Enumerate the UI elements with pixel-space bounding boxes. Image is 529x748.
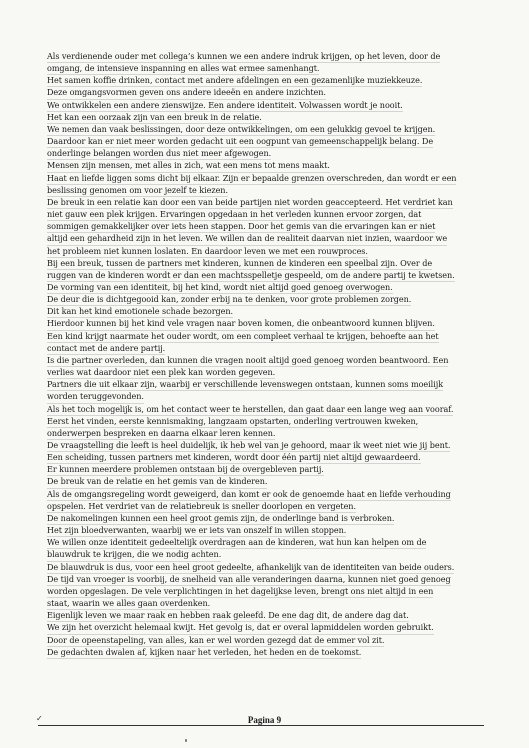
text-line: Eerst het vinden, eerste kennismaking, langzaam opstarten, onderling vertrouwen kweken,	[47, 416, 418, 428]
text-line: staat, waarin we alles gaan overdenken.	[47, 598, 210, 610]
text-line: We nemen dan vaak beslissingen, door deze ontwikkelingen, om een gelukkig gevoel te krijgen.	[47, 124, 435, 136]
text-line: De nakomelingen kunnen een heel groot gemis zijn, de onderlinge band is verbroken.	[47, 513, 394, 525]
text-line: onderwerpen bespreken en daarna elkaar leren kennen.	[47, 428, 275, 440]
text-line: Het zijn bloedverwanten, waarbij we er iets van onszelf in willen stoppen.	[47, 525, 346, 537]
text-line: We willen onze identiteit gedeeltelijk overdragen aan de kinderen, wat hun kan helpen om de	[47, 537, 426, 549]
page-number: Pagina 9	[247, 715, 282, 725]
text-line: opspelen. Het verdriet van de relatiebreuk is sneller doorlopen en vergeten.	[47, 501, 356, 513]
text-line: Het kan een oorzaak zijn van een breuk in de relatie.	[47, 112, 262, 124]
text-line: Als het toch mogelijk is, om het contact weer te herstellen, dan gaat daar een lange weg aan vooraf.	[47, 404, 453, 416]
text-line: sommigen gemakkelijker over iets heen stappen. Door het gemis van die ervaringen kan er niet	[47, 221, 435, 233]
text-line: Deze omgangsvormen geven ons andere ideeën en andere inzichten.	[47, 87, 326, 99]
text-line: ruggen van de kinderen wordt er dan een machtsspelletje gespeeld, om de andere partij te kwetsen.	[47, 270, 455, 282]
text-line: Haat en liefde liggen soms dicht bij elkaar. Zijn er bepaalde grenzen overschreden, dan wordt er een	[47, 173, 456, 185]
text-line: Mensen zijn mensen, met alles in zich, wat een mens tot mens maakt.	[47, 160, 330, 172]
text-line: Er kunnen meerdere problemen ontstaan bij de overgebleven partij.	[47, 464, 324, 476]
text-line: Een kind krijgt naarmate het ouder wordt, om een compleet verhaal te krijgen, behoefte aan het	[47, 331, 439, 343]
scan-speck	[185, 739, 187, 742]
footer-rule	[38, 725, 484, 726]
text-line: Hierdoor kunnen bij het kind vele vragen naar boven komen, die onbeantwoord kunnen blijven.	[47, 318, 435, 330]
text-line: Partners die uit elkaar zijn, waarbij er verschillende levenswegen ontstaan, kunnen soms moeilijk	[47, 379, 443, 391]
text-line: onderlinge belangen worden dus niet meer afgewogen.	[47, 148, 271, 160]
text-line: Dit kan het kind emotionele schade bezorgen.	[47, 306, 233, 318]
text-line: We zijn het overzicht helemaal kwijt. Het gevolg is, dat er overal lapmiddelen worden gebruikt.	[47, 622, 434, 634]
text-line: worden opgeslagen. De vele verplichtingen in het dagelijkse leven, brengt ons niet altijd in een	[47, 586, 433, 598]
text-line: De blauwdruk is dus, voor een heel groot gedeelte, afhankelijk van de identiteiten van beide ouders.	[47, 562, 454, 574]
text-line: Daardoor kan er niet meer worden gedacht uit een oogpunt van gemeenschappelijk belang. De	[47, 136, 433, 148]
text-line: De gedachten dwalen af, kijken naar het verleden, het heden en de toekomst.	[47, 647, 361, 659]
text-line: Eigenlijk leven we maar raak en hebben raak geleefd. De ene dag dit, de andere dag dat.	[47, 610, 409, 622]
text-line: altijd een gehardheid zijn in het leven. We willen dan de realiteit daarvan niet inzien, waardoor we	[47, 233, 447, 245]
text-line: Een scheiding, tussen partners met kinderen, wordt door één partij niet altijd gewaardeerd.	[47, 452, 421, 464]
text-line: De breuk van de relatie en het gemis van de kinderen.	[47, 476, 267, 488]
text-line: verlies wat daardoor niet een plek kan worden gegeven.	[47, 367, 275, 379]
text-line: Het samen koffie drinken, contact met andere afdelingen en een gezamenlijke muziekkeuze.	[47, 75, 422, 87]
text-line: Door de opeenstapeling, van alles, kan er wel worden gezegd dat de emmer vol zit.	[47, 635, 384, 647]
text-line: De deur die is dichtgegooid kan, zonder erbij na te denken, voor grote problemen zorgen.	[47, 294, 411, 306]
text-line: De tijd van vroeger is voorbij, de snelheid van alle veranderingen daarna, kunnen niet goed genoeg	[47, 574, 451, 586]
text-line: Bij een breuk, tussen de partners met kinderen, kunnen de kinderen een speelbal zijn. Over de	[47, 258, 432, 270]
text-line: De vraagstelling die leeft is heel duidelijk, ik heb wel van je gehoord, maar ik weet niet wie jij bent.	[47, 440, 450, 452]
text-line: contact met de andere partij.	[47, 343, 165, 355]
text-line: Is die partner overleden, dan kunnen die vragen nooit altijd goed genoeg worden beantwoord. Een	[47, 355, 448, 367]
text-line: Als verdienende ouder met collega’s kunnen we een andere indruk krijgen, op het leven, door de	[47, 51, 440, 63]
text-line: omgang, de intensieve inspanning en alles wat ermee samenhangt.	[47, 63, 319, 75]
text-line: We ontwikkelen een andere zienswijze. Een andere identiteit. Volwassen wordt je nooit.	[47, 100, 403, 112]
text-line: blauwdruk te krijgen, die we nodig achten.	[47, 549, 221, 561]
text-line: Als de omgangsregeling wordt geweigerd, dan komt er ook de genoemde haat en liefde verhouding	[47, 489, 451, 501]
body-text	[47, 51, 487, 659]
text-line: het probleem niet kunnen loslaten. En daardoor leven we met een rouwproces.	[47, 246, 368, 258]
text-line: De vorming van een identiteit, bij het kind, wordt niet altijd goed genoeg overwogen.	[47, 282, 393, 294]
text-line: niet gauw een plek krijgen. Ervaringen opgedaan in het verleden kunnen ervoor zorgen, dat	[47, 209, 421, 221]
footer-tick-mark: ✓	[36, 714, 43, 723]
text-line: beslissing genomen om voor jezelf te kiezen.	[47, 185, 228, 197]
text-line: De breuk in een relatie kan door een van beide partijen niet worden geaccepteerd. Het verdriet kan	[47, 197, 453, 209]
text-line: worden teruggevonden.	[47, 391, 144, 403]
